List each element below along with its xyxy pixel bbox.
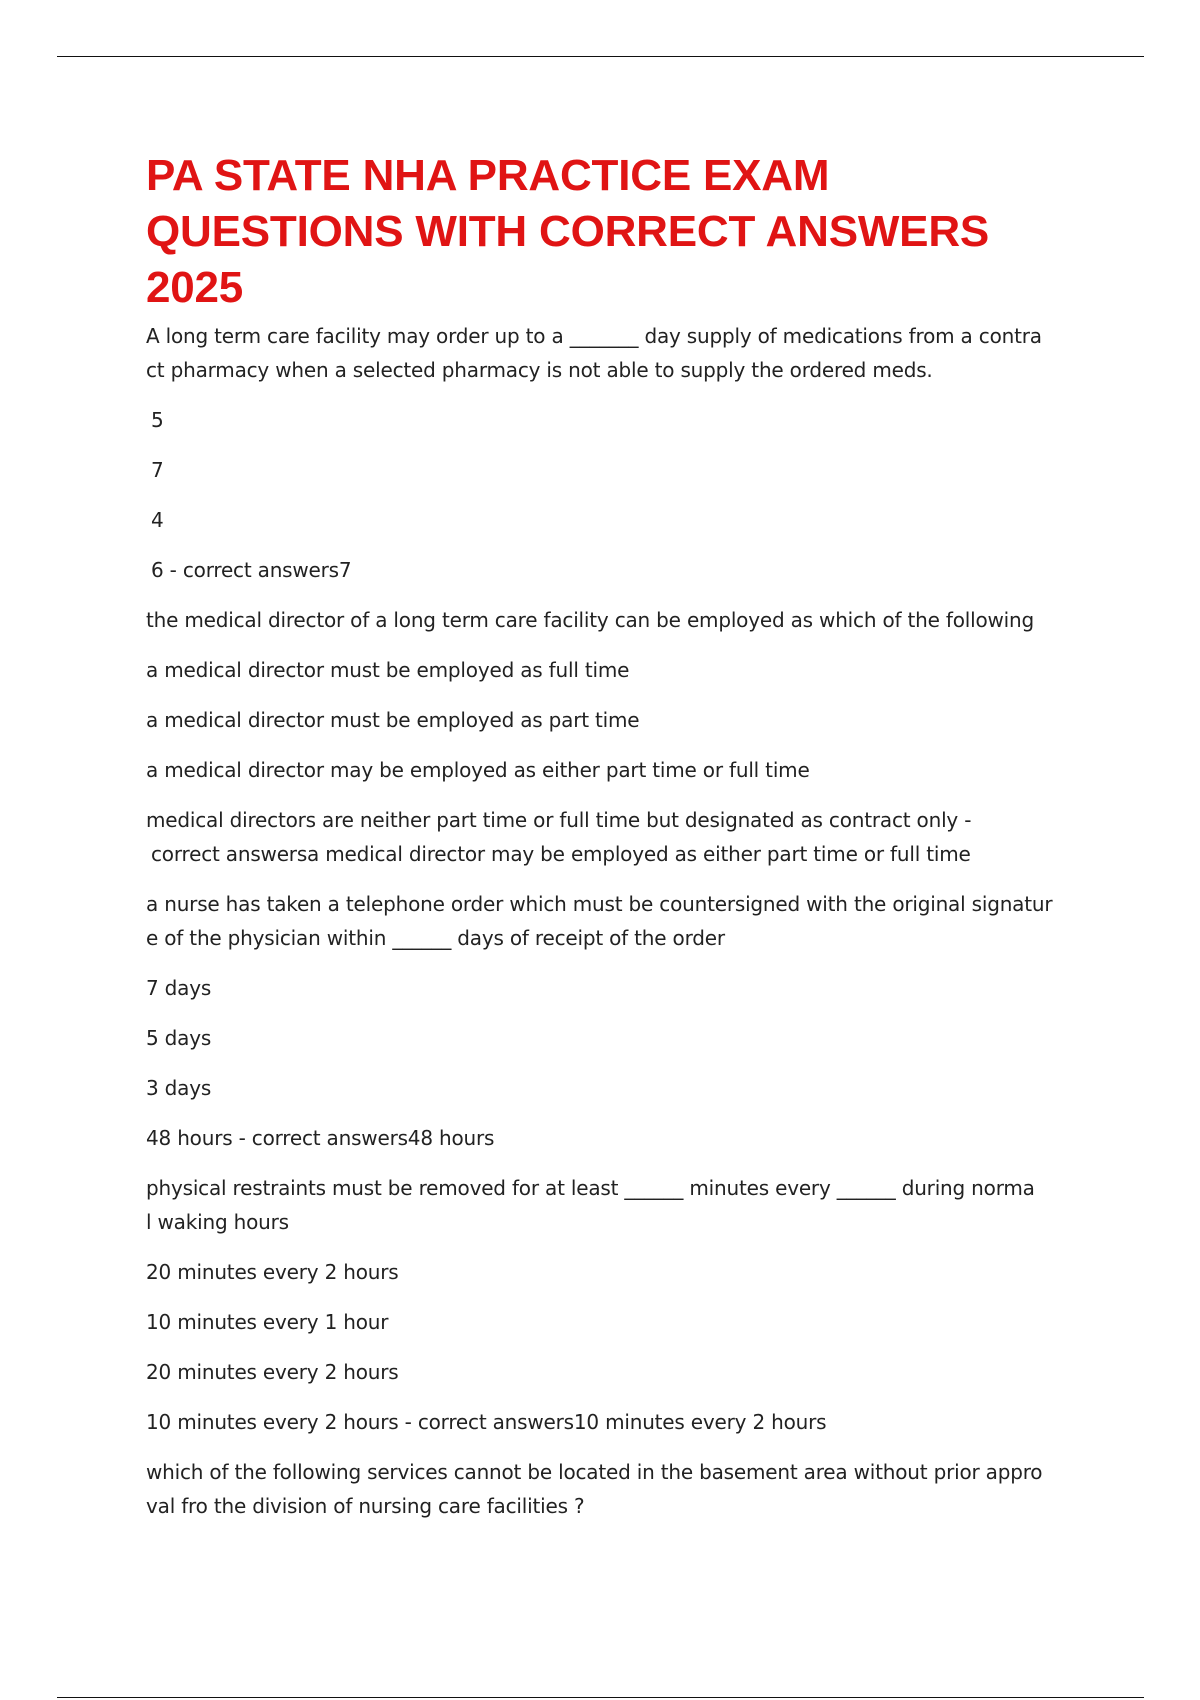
answer-option: 4 (151, 508, 164, 532)
question-text: a nurse has taken a telephone order which must be countersigned with the original signatur (146, 892, 1053, 916)
answer-option: 20 minutes every 2 hours (146, 1260, 399, 1284)
answer-option-with-correct-answer: 10 minutes every 2 hours - correct answers10 minutes every 2 hours (146, 1410, 827, 1434)
answer-option: a medical director may be employed as either part time or full time (146, 758, 810, 782)
answer-option: 7 (151, 458, 164, 482)
answer-option: a medical director must be employed as full time (146, 658, 630, 682)
answer-option: 7 days (146, 976, 212, 1000)
answer-option-with-correct-answer: 48 hours - correct answers48 hours (146, 1126, 495, 1150)
question-3 (146, 887, 1066, 955)
question-text: which of the following services cannot be located in the basement area without prior appro (146, 1460, 1043, 1484)
answer-option: 3 days (146, 1076, 212, 1100)
question-text-continued: val fro the division of nursing care facilities ? (146, 1494, 585, 1518)
question-5 (146, 1455, 1066, 1523)
answer-option-with-correct-answer (146, 803, 1066, 871)
question-2: the medical director of a long term care facility can be employed as which of the following (146, 608, 1034, 632)
question-4 (146, 1171, 1066, 1239)
question-text-continued: l waking hours (146, 1210, 289, 1234)
question-text: physical restraints must be removed for at least ______ minutes every ______ during norma (146, 1176, 1035, 1200)
answer-option: 5 (151, 408, 164, 432)
document-title: PA STATE NHA PRACTICE EXAM QUESTIONS WITH CORRECT ANSWERS 2025 (146, 151, 990, 312)
correct-answer: correct answersa medical director may be employed as either part time or full time (151, 842, 971, 866)
question-1 (146, 319, 1066, 387)
answer-option: 10 minutes every 1 hour (146, 1310, 389, 1334)
answer-option-with-correct-answer: 6 - correct answers7 (151, 558, 352, 582)
footer-rule (57, 1697, 1144, 1698)
answer-option: 5 days (146, 1026, 212, 1050)
answer-option: medical directors are neither part time or full time but designated as contract only - (146, 808, 972, 832)
header-rule (57, 56, 1144, 57)
question-text-continued: e of the physician within ______ days of receipt of the order (146, 926, 725, 950)
question-text-continued: ct pharmacy when a selected pharmacy is not able to supply the ordered meds. (146, 358, 933, 382)
question-text: A long term care facility may order up to a _______ day supply of medications from a contra (146, 324, 1042, 348)
answer-option: a medical director must be employed as part time (146, 708, 640, 732)
answer-option: 20 minutes every 2 hours (146, 1360, 399, 1384)
document-body (146, 148, 1066, 1539)
